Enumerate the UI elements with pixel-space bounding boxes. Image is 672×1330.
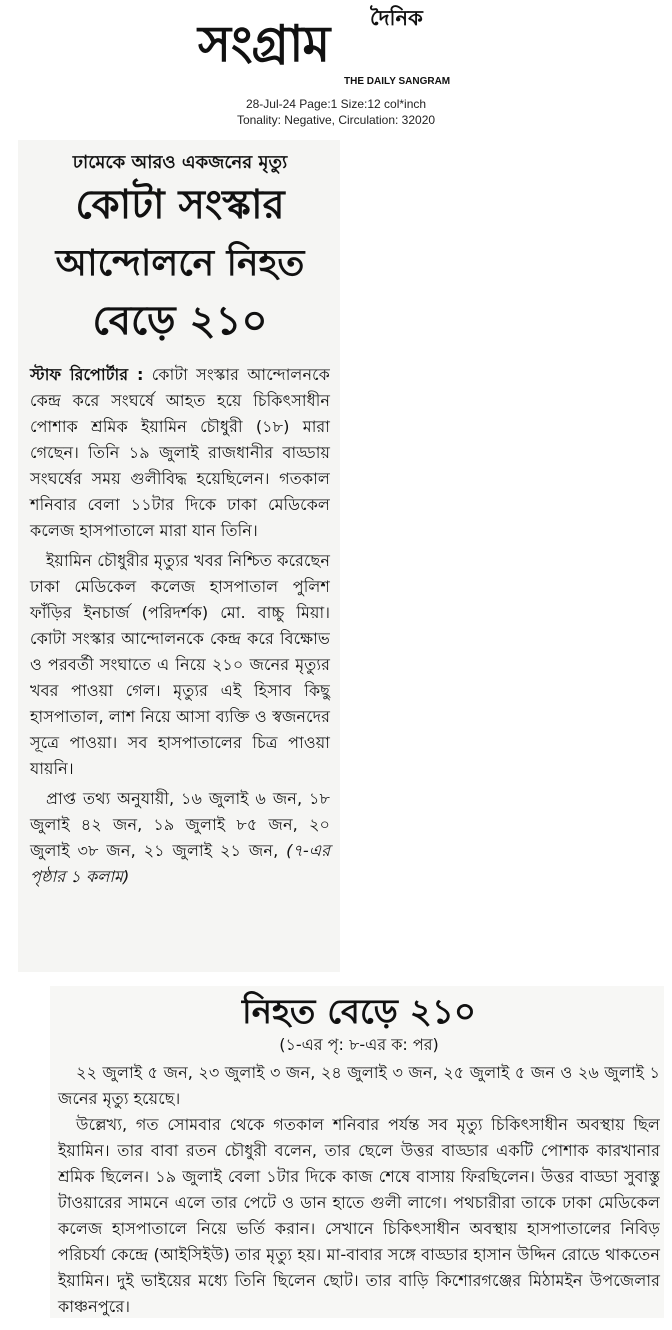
masthead-subtitle: THE DAILY SANGRAM (344, 76, 451, 87)
headline-line-3: বেড়ে ২১০ (92, 297, 268, 344)
article-headline (30, 176, 330, 350)
masthead-logo-title: সংগ্রাম (198, 14, 330, 73)
continuation-headline: নিহত বেড়ে ২১০ (242, 992, 476, 1032)
paragraph-3-text: প্রাপ্ত তথ্য অনুযায়ী, ১৬ জুলাই ৬ জন, ১৮ জুলাই ৪২ জন, ১৯ জুলাই ৮৫ জন, ২০ জুলাই ৩৮ জন, ২১ জুলাই ২১ জন, (30, 789, 330, 860)
article-paragraph-2: ইয়ামিন চৌধুরীর মৃত্যুর খবর নিশ্চিত করেছেন ঢাকা মেডিকেল কলেজ হাসপাতাল পুলিশ ফাঁড়ির ইনচার্জ (পরিদর্শক) মো. বাচ্চু মিয়া। কোটা সংস্কার আন্দোলনকে কেন্দ্র করে বিক্ষোভ ও পরবর্তী সংঘাতে এ নিয়ে ২১০ জনের মৃত্যুর খবর পাওয়া গেল। মৃত্যুর এই হিসাব কিছু হাসপাতাল, লাশ নিয়ে আসা ব্যক্তি ও স্বজনদের সূত্রে পাওয়া। সব হাসপাতালের চিত্র পাওয়া যায়নি। (30, 551, 330, 778)
article-body (30, 362, 330, 890)
article-paragraph-3 (30, 786, 330, 890)
continuation-clipping (50, 986, 664, 1318)
headline-line-1: কোটা সংস্কার (75, 181, 285, 228)
byline: স্টাফ রিপোর্টার : (30, 365, 144, 384)
meta-line-date-size: 28-Jul-24 Page:1 Size:12 col*inch (245, 97, 427, 111)
continuation-note: (৭-এর পৃষ্ঠার ১ কলাম) (30, 841, 330, 886)
continued-from-note: (১-এর পৃ: ৮-এর ক: পর) (279, 1035, 439, 1054)
article-kicker: ঢামেকে আরও একজনের মৃত্যু (72, 152, 288, 173)
continuation-paragraph-2: উল্লেখ্য, গত সোমবার থেকে গতকাল শনিবার পর্যন্ত সব মৃত্যু চিকিৎসাধীন অবস্থায় ছিল ইয়ামিন। তার বাবা রতন চৌধুরী বলেন, তার ছেলে উত্তর বাড্ডার একটি পোশাক কারখানার শ্রমিক ছিলেন। ১৯ জুলাই বেলা ১টার দিকে কাজ শেষে বাসায় ফিরছিলেন। উত্তর বাড্ডা সুবাস্তু টাওয়ারের সামনে এলে তার পেটে ও ডান হাতে গুলী লাগে। পথচারীরা তাকে ঢাকা মেডিকেল কলেজ হাসপাতালে নিয়ে ভর্তি করান। সেখানে চিকিৎসাধীন অবস্থায় হাসপাতালের নিবিড় পরিচর্যা কেন্দ্রে (আইসিইউ) তার মৃত্যু হয়। মা-বাবার সঙ্গে বাড্ডার হাসান উদ্দিন রোডে থাকতেন ইয়ামিন। দুই ভাইয়ের মধ্যে তিনি ছিলেন ছোট। তার বাড়ি কিশোরগঞ্জের মিঠামইন উপজেলার কাঞ্চনপুরে। (58, 1115, 660, 1316)
meta-line-tonality: Tonality: Negative, Circulation: 32020 (236, 113, 436, 127)
clipping-meta (0, 96, 672, 128)
continuation-paragraph-1: ২২ জুলাই ৫ জন, ২৩ জুলাই ৩ জন, ২৪ জুলাই ৩ জন, ২৫ জুলাই ৫ জন ও ২৬ জুলাই ১ জনের মৃত্যু হয়েছে। (58, 1063, 660, 1108)
masthead (0, 0, 672, 92)
paragraph-1-text: কোটা সংস্কার আন্দোলনকে কেন্দ্র করে সংঘর্ষে আহত হয়ে চিকিৎসাধীন পোশাক শ্রমিক ইয়ামিন চৌধুরী (১৮) মারা গেছেন। তিনি ১৯ জুলাই রাজধানীর বাড্ডায় সংঘর্ষের সময় গুলীবিদ্ধ হয়েছিলেন। গতকাল শনিবার বেলা ১১টার দিকে ঢাকা মেডিকেল কলেজ হাসপাতালে মারা যান তিনি। (30, 365, 330, 540)
article-paragraph-1 (30, 362, 330, 544)
continuation-body (58, 1060, 660, 1318)
front-page-clipping (18, 140, 340, 972)
headline-line-2: আন্দোলনে নিহত (55, 242, 305, 284)
masthead-dainik: দৈনিক (370, 5, 423, 30)
